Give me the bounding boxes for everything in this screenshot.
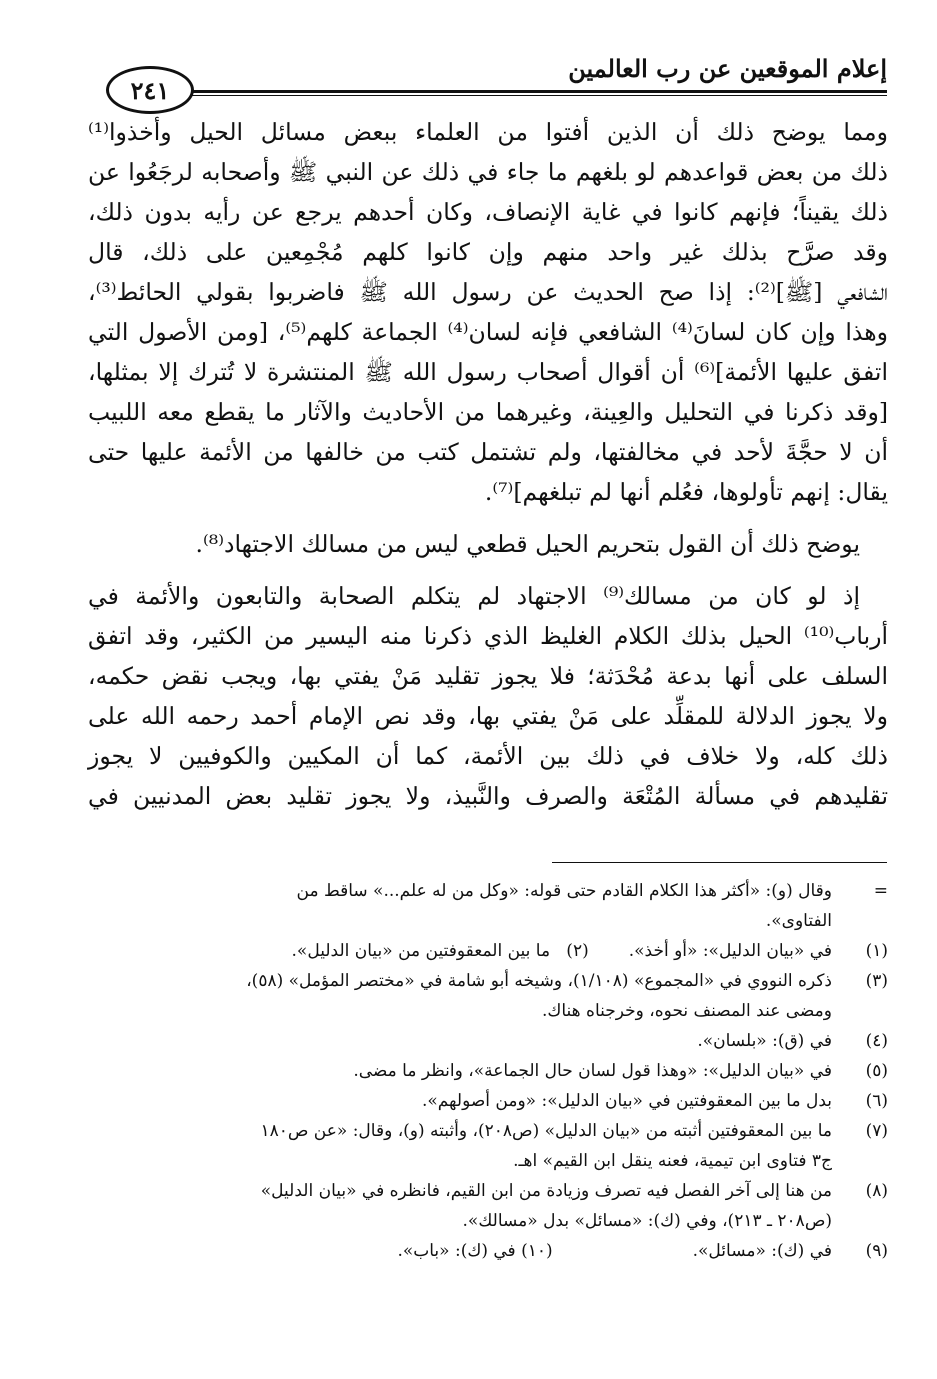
running-header (92, 48, 887, 105)
footnote-7-line2: ج٣ فتاوى ابن تيمية، فعنه ينقل ابن القيم» اهـ. (513, 1151, 832, 1171)
text-line: الشافعي [ﷺ]⁽²⁾: إذا صح الحديث عن رسول الله ﷺ فاضربوا بقولي الحائط⁽³⁾، (88, 278, 888, 306)
text-line: أرباب⁽¹⁰⁾ الحيل بذلك الكلام الغليظ الذي ذكرنا منه اليسير من الكثير، وقد اتفق (88, 622, 888, 650)
text-line: ومما يوضح ذلك أن الذين أفتوا من العلماء ببعض مسائل الحيل وأخذوا⁽¹⁾ (88, 118, 888, 146)
footnote-continuation-line: الفتاوى». (765, 911, 832, 931)
footnote-9-10: (٩)في (ك): «مسائل».(١٠) في (ك): «باب». (397, 1241, 888, 1261)
text-line: يوضح ذلك أن القول بتحريم الحيل قطعي ليس من مسالك الاجتهاد⁽⁸⁾. (195, 530, 860, 558)
continuation-mark: = (873, 881, 888, 901)
text-line: تقليدهم في مسألة المُتْعَة والصرف والنَّبيذ، ولا يجوز تقليد بعض المدنيين في (88, 782, 888, 810)
text-line: السلف على أنها بدعة مُحْدَثة؛ فلا يجوز تقليد مَنْ يفتي بها، ويجب نقض حكمه، (88, 662, 888, 690)
footnote-separator (552, 862, 887, 863)
book-title: إعلام الموقعين عن رب العالمين (568, 54, 887, 83)
text-line: وقد صرَّح بذلك غير واحد منهم وإن كانوا كلهم مُجْمِعين على ذلك، قال (88, 238, 888, 266)
text-line: ذلك يقيناً؛ فإنهم كانوا في غاية الإنصاف، وكان أحدهم يرجع عن رأيه بدون ذلك، (88, 198, 888, 226)
header-rule (176, 90, 887, 93)
footnote-5: (٥)في «بيان الدليل»: «وهذا قول لسان حال الجماعة»، وانظر ما مضى. (353, 1061, 888, 1081)
footnote-8: (٨)من هنا إلى آخر الفصل فيه تصرف وزيادة من ابن القيم، فانظره في «بيان الدليل» (260, 1181, 888, 1201)
text-line: ذلك من بعض قواعدهم لو بلغهم ما جاء في ذلك عن النبي ﷺ وأصحابه لرجَعُوا عن (88, 158, 888, 186)
main-text (88, 112, 888, 816)
page-number: ٢٤١ (106, 66, 194, 114)
text-line: ذلك كله، ولا خلاف في ذلك بين الأئمة، كما أن المكيين والكوفيين لا يجوز (88, 742, 888, 770)
header-rule-thin (176, 95, 887, 96)
footnote-3: (٣)ذكره النووي في «المجموع» (١/١٠٨)، وشيخه أبو شامة في «مختصر المؤمل» (٥٨)، (246, 971, 888, 991)
footnote-6: (٦)بدل ما بين المعقوفتين في «بيان الدليل»: «ومن أصولهم». (421, 1091, 888, 1111)
text-line: وهذا وإن كان لسانَ⁽⁴⁾ الشافعي فإنه لسان⁽⁴⁾ الجماعة كلهم⁽⁵⁾، [ومن الأصول التي (88, 318, 888, 346)
footnote-3-line2: ومضى عند المصنف نحوه، وخرجناه هناك. (541, 1001, 832, 1021)
footnotes (88, 876, 888, 1266)
text-line: ولا يجوز الدلالة للمقلِّد على مَنْ يفتي بها، وقد نص الإمام أحمد رحمه الله على (88, 702, 888, 730)
text-line: يقال: إنهم تأولوها، فعُلم أنها لم تبلغهم]⁽⁷⁾. (484, 478, 888, 506)
footnote-4: (٤)في (ق): «بلسان». (697, 1031, 888, 1051)
footnote-continuation: =وقال (و): «أكثر هذا الكلام القادم حتى قوله: «وكل من له علم...» ساقط من (88, 876, 888, 906)
text-line: [وقد ذكرنا في التحليل والعِينة، وغيرهما من الأحاديث والآثار ما يقطع معه اللبيب (88, 398, 888, 426)
footnote-1-2: (١)في «بيان الدليل»: «أو أخذ».(٢) ما بين المعقوفتين من «بيان الدليل». (291, 941, 888, 961)
footnote-7: (٧)ما بين المعقوفتين أثبته من «بيان الدليل» (ص٢٠٨)، وأثبته (و)، وقال: «عن ص١٨٠ (260, 1121, 888, 1141)
text-line: أن لا حجَّةَ لأحد في مخالفتها، ولم تشتمل كتب من خالفها من الأئمة عليها حتى (88, 438, 888, 466)
text-line: إذ لو كان من مسالك⁽⁹⁾ الاجتهاد لم يتكلم الصحابة والتابعون والأئمة في (88, 582, 860, 610)
text-line: اتفق عليها الأئمة]⁽⁶⁾ أن أقوال أصحاب رسول الله ﷺ المنتشرة لا تُترك إلا بمثلها، (88, 358, 888, 386)
footnote-8-line2: (ص٢٠٨ ـ ٢١٣)، وفي (ك): «مسائل» بدل «مسالك». (462, 1211, 832, 1231)
